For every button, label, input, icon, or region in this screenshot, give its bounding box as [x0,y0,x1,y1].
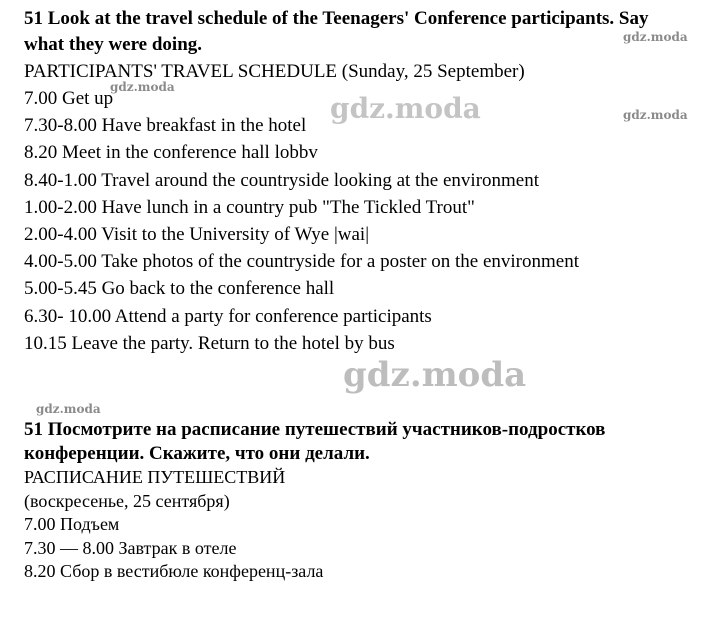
schedule-title: PARTICIPANTS' TRAVEL SCHEDULE (Sunday, 25 September) [24,61,525,82]
watermark: gdz.moda [343,355,527,395]
russian-schedule-item: 7.30 — 8.00 Завтрак в отеле [24,537,237,558]
watermark: gdz.moda [623,30,688,44]
schedule-item: 2.00-4.00 Visit to the University of Wye |wai| [24,224,369,246]
watermark: gdz.moda [36,402,101,416]
russian-schedule-title [24,466,714,513]
schedule-item: 8.20 Meet in the conference hall lobbv [24,142,318,164]
exercise-heading [24,6,714,58]
russian-heading [24,418,714,466]
russian-heading-line-1: 51 Посмотрите на расписание путешествий участников-подростков [24,419,606,440]
russian-exercise [24,418,714,584]
exercise-heading-line-2: what they were doing. [24,34,203,55]
schedule-list [24,85,714,357]
schedule-item: 10.15 Leave the party. Return to the hotel by bus [24,332,395,354]
english-exercise [24,6,714,357]
russian-heading-line-2: конференции. Скажите, что они делали. [24,443,370,464]
schedule-item: 4.00-5.00 Take photos of the countryside for a poster on the environment [24,251,579,273]
russian-schedule-title-line-2: (воскресенье, 25 сентября) [24,490,230,511]
watermark: gdz.moda [110,80,175,94]
watermark: gdz.moda [330,92,481,125]
russian-schedule-item: 7.00 Подъем [24,514,120,534]
schedule-item: 1.00-2.00 Have lunch in a country pub "The Tickled Trout" [24,196,475,218]
schedule-item: 7.00 Get up [24,88,114,109]
schedule-item: 6.30- 10.00 Attend a party for conference participants [24,305,432,327]
exercise-heading-line-1: 51 Look at the travel schedule of the Teenagers' Conference participants. Say [24,8,649,29]
schedule-item: 8.40-1.00 Travel around the countryside looking at the environment [24,169,540,191]
russian-schedule-item: 8.20 Сбор в вестибюле конференц-зала [24,561,324,581]
watermark: gdz.moda [623,108,688,122]
schedule-item: 5.00-5.45 Go back to the conference hall [24,278,335,300]
schedule-item: 7.30-8.00 Have breakfast in the hotel [24,115,307,137]
russian-schedule-list [24,513,714,584]
russian-schedule-title-line-1: РАСПИСАНИЕ ПУТЕШЕСТВИЙ [24,467,286,487]
